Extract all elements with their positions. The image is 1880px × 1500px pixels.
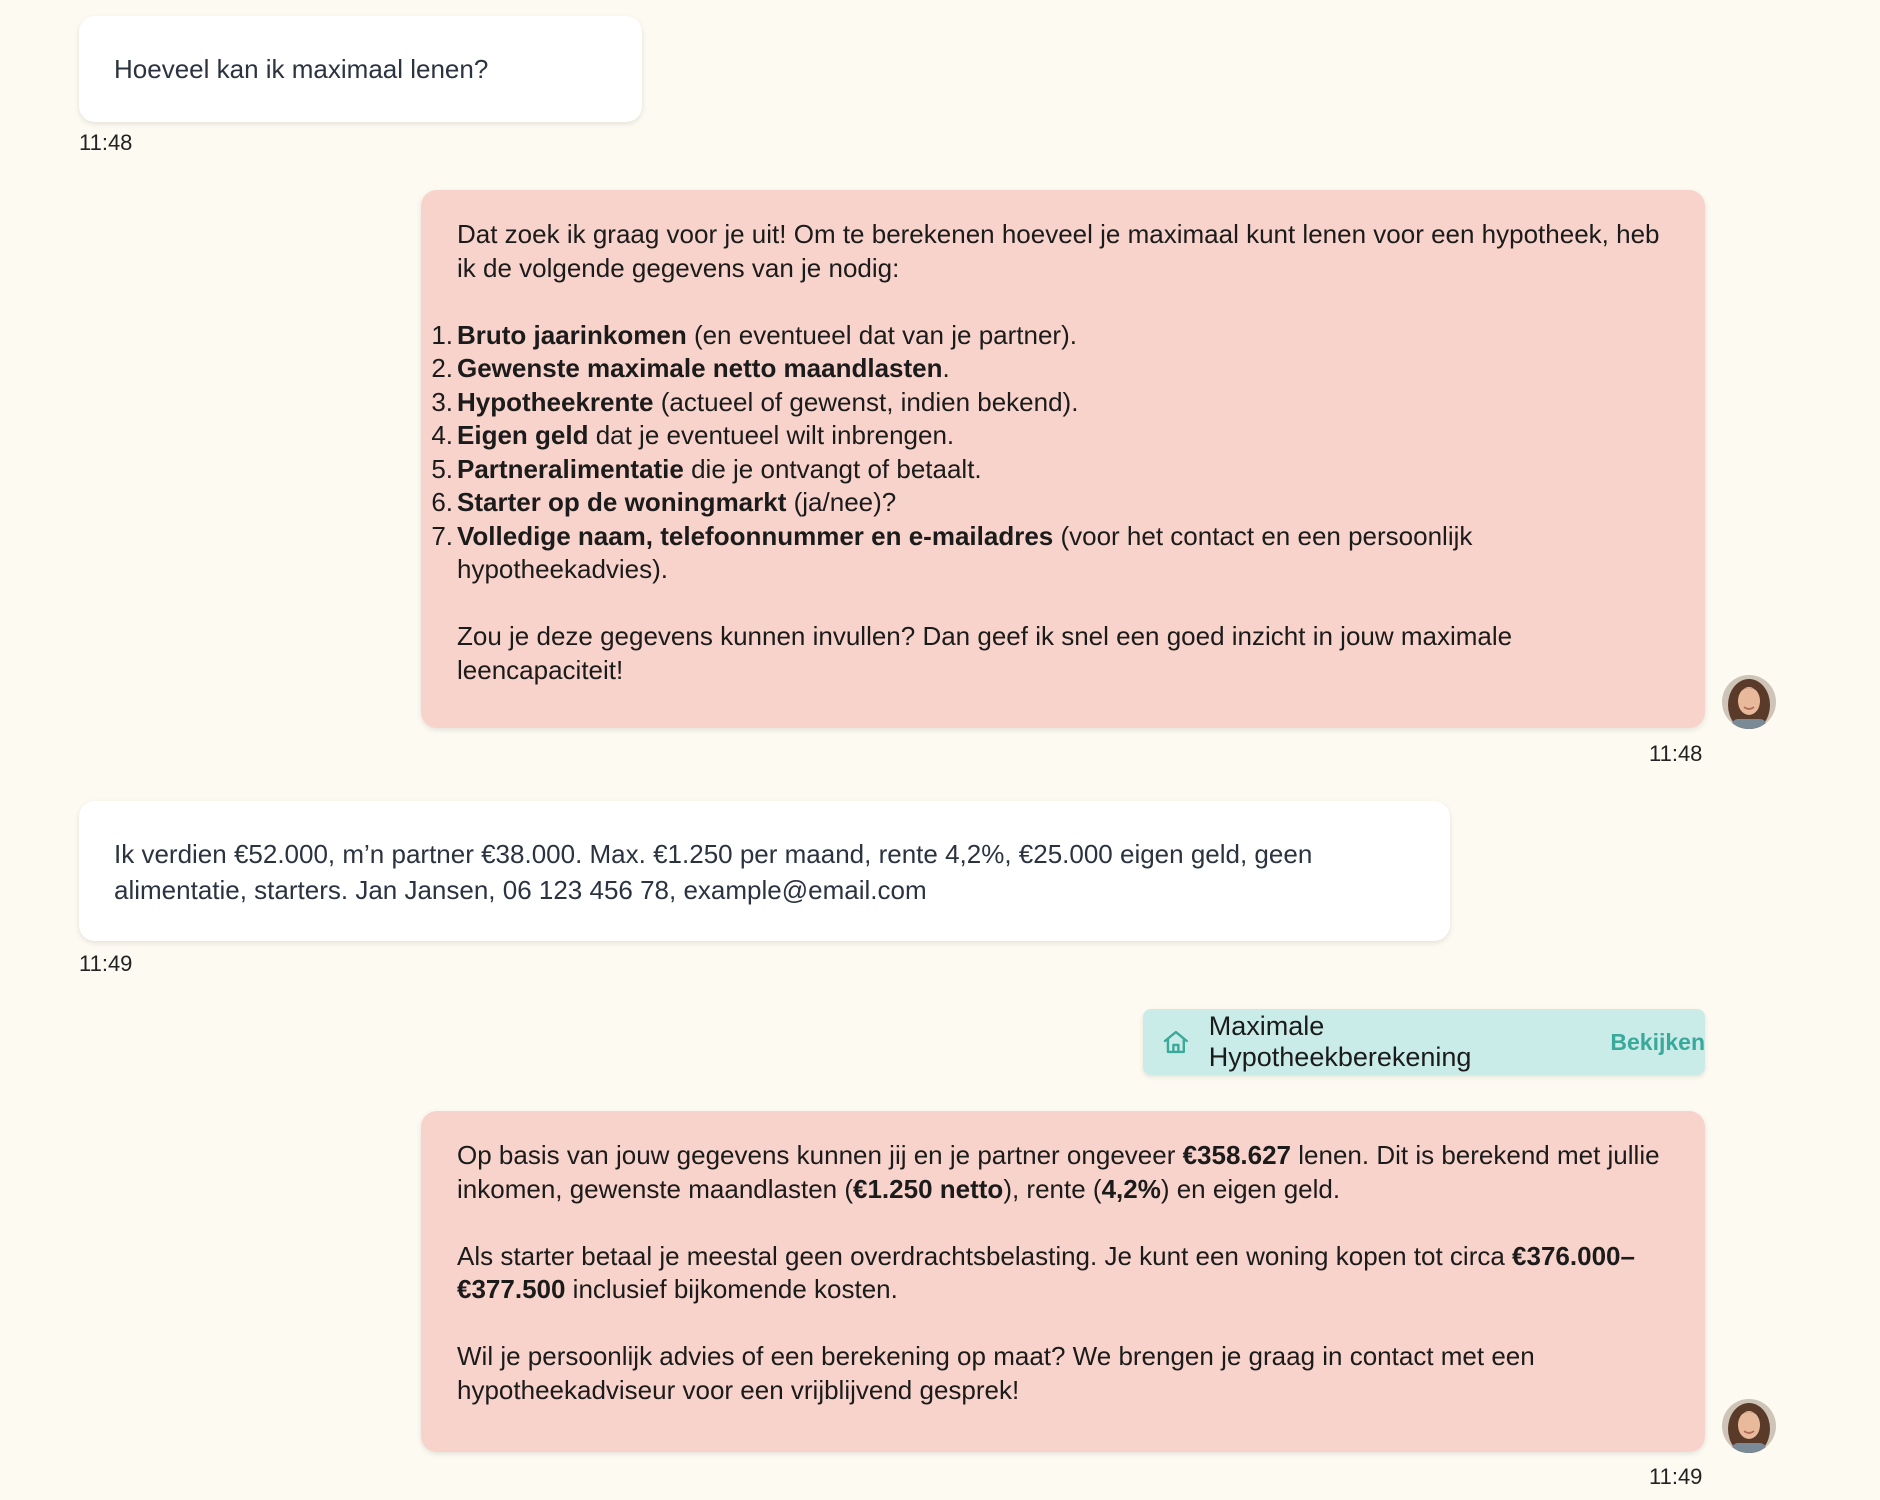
assistant-message-outro: Zou je deze gegevens kunnen invullen? Dan geef ik snel een goed inzicht in jouw maximale leencapaciteit! bbox=[457, 621, 1513, 685]
required-info-list bbox=[431, 319, 1669, 587]
list-item: 7. Volledige naam, telefoonnummer en e-mailadres (voor het contact en een persoonlijk hypotheekadvies). bbox=[431, 520, 1473, 584]
list-item: 5. Partneralimentatie die je ontvangt of betaalt. bbox=[431, 453, 982, 484]
assistant-message-paragraph: Op basis van jouw gegevens kunnen jij en je partner ongeveer €358.627 lenen. Dit is berekend met jullie inkomen, gewenste maandlasten (€1.250 netto), rente (4,2%) en eigen geld. bbox=[457, 1140, 1660, 1204]
assistant-message-bubble bbox=[421, 1111, 1705, 1452]
assistant-avatar bbox=[1722, 1399, 1776, 1453]
assistant-message-bubble bbox=[421, 190, 1705, 728]
mortgage-calculation-card[interactable] bbox=[1143, 1009, 1705, 1075]
message-timestamp: 11:48 bbox=[79, 130, 133, 155]
home-icon bbox=[1160, 1026, 1192, 1058]
list-item: 6. Starter op de woningmarkt (ja/nee)? bbox=[431, 487, 897, 517]
message-timestamp: 11:48 bbox=[1649, 741, 1703, 766]
view-calculation-link[interactable]: Bekijken bbox=[1610, 1028, 1705, 1055]
list-item: 3. Hypotheekrente (actueel of gewenst, indien bekend). bbox=[431, 386, 1079, 417]
user-message-text: Ik verdien €52.000, m’n partner €38.000. Max. €1.250 per maand, rente 4,2%, €25.000 eigen geld, geen alimentatie, starters. Jan Jansen, 06 123 456 78, example@email.com bbox=[114, 839, 1313, 905]
assistant-message-intro: Dat zoek ik graag voor je uit! Om te berekenen hoeveel je maximaal kunt lenen voor een hypotheek, heb ik de volgende gegevens van je nodig: bbox=[457, 219, 1660, 283]
list-item: 1. Bruto jaarinkomen (en eventueel dat van je partner). bbox=[431, 319, 1077, 350]
user-message-bubble bbox=[79, 801, 1450, 941]
message-timestamp: 11:49 bbox=[1649, 1464, 1703, 1489]
user-message-text: Hoeveel kan ik maximaal lenen? bbox=[114, 54, 489, 84]
assistant-message-paragraph: Wil je persoonlijk advies of een berekening op maat? We brengen je graag in contact met een hypotheekadviseur voor een vrijblijvend gesprek! bbox=[457, 1341, 1535, 1405]
assistant-message-paragraph: Als starter betaal je meestal geen overdrachtsbelasting. Je kunt een woning kopen tot circa €376.000–€377.500 inclusief bijkomende kosten. bbox=[457, 1240, 1635, 1304]
list-item: 2. Gewenste maximale netto maandlasten. bbox=[431, 353, 950, 383]
list-item: 4. Eigen geld dat je eventueel wilt inbrengen. bbox=[431, 420, 955, 450]
assistant-avatar bbox=[1722, 675, 1776, 729]
calculation-title: Maximale Hypotheekberekening bbox=[1208, 1011, 1472, 1072]
message-timestamp: 11:49 bbox=[79, 951, 133, 976]
user-message-bubble bbox=[79, 16, 642, 122]
